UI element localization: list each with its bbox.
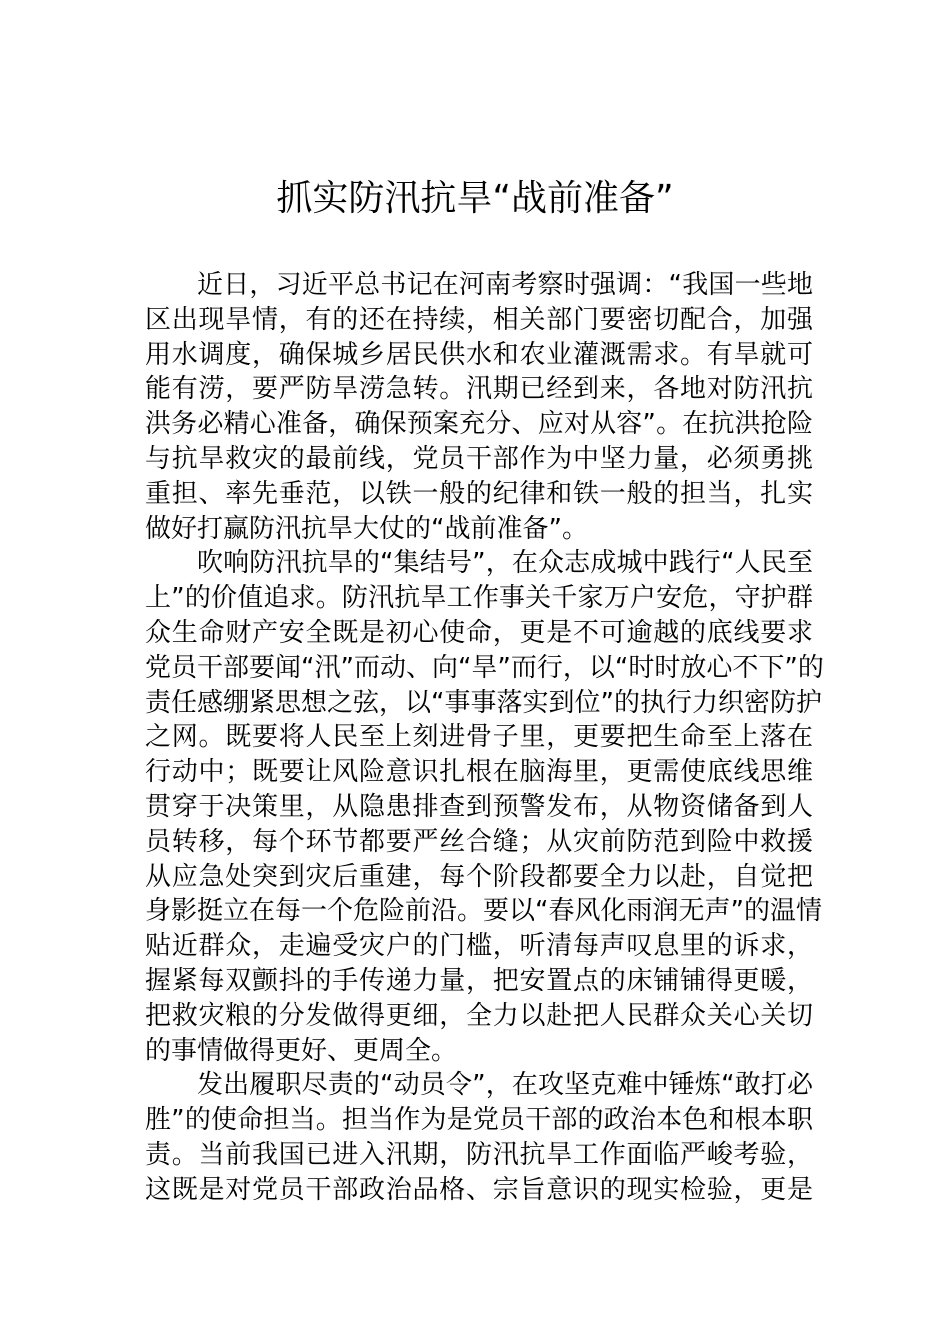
paragraph-2-line-3: 众生命财产安全既是初心使命，更是不可逾越的底线要求 bbox=[145, 617, 813, 648]
paragraph-1-line-6: 与抗旱救灾的最前线，党员干部作为中坚力量，必须勇挑 bbox=[145, 443, 813, 474]
paragraph-1-line-4: 能有涝，要严防旱涝急转。汛期已经到来，各地对防汛抗 bbox=[145, 374, 813, 405]
paragraph-2-line-8: 贯穿于决策里，从隐患排查到预警发布，从物资储备到人 bbox=[145, 791, 813, 822]
paragraph-2-line-11: 身影挺立在每一个危险前沿。要以“春风化雨润无声”的温情 bbox=[145, 896, 822, 927]
paragraph-1-line-2: 区出现旱情，有的还在持续，相关部门要密切配合，加强 bbox=[145, 304, 813, 335]
paragraph-2-line-12: 贴近群众，走遍受灾户的门槛，听清每声叹息里的诉求， bbox=[145, 931, 813, 962]
paragraph-1-line-7: 重担、率先垂范，以铁一般的纪律和铁一般的担当，扎实 bbox=[145, 478, 813, 509]
paragraph-2-line-7: 行动中；既要让风险意识扎根在脑海里，更需使底线思维 bbox=[145, 757, 813, 788]
paragraph-2-line-1: 吹响防汛抗旱的“集结号”，在众志成城中践行“人民至 bbox=[197, 548, 813, 579]
document-body bbox=[145, 268, 824, 1208]
paragraph-3-line-1: 发出履职尽责的“动员令”，在攻坚克难中锤炼“敢打必 bbox=[197, 1070, 813, 1101]
paragraph-2-line-2: 上”的价值追求。防汛抗旱工作事关千家万户安危，守护群 bbox=[145, 583, 813, 614]
paragraph-2-line-6: 之网。既要将人民至上刻进骨子里，更要把生命至上落在 bbox=[145, 722, 813, 753]
paragraph-1-line-5: 洪务必精心准备，确保预案充分、应对从容”。在抗洪抢险 bbox=[145, 409, 813, 440]
paragraph-3-line-2: 胜”的使命担当。担当作为是党员干部的政治本色和根本职 bbox=[145, 1105, 813, 1136]
paragraph-2-line-5: 责任感绷紧思想之弦，以“事事落实到位”的执行力织密防护 bbox=[145, 687, 822, 718]
paragraph-2-line-13: 握紧每双颤抖的手传递力量，把安置点的床铺铺得更暖， bbox=[145, 965, 813, 996]
paragraph-1-line-8: 做好打赢防汛抗旱大仗的“战前准备”。 bbox=[145, 513, 588, 544]
document-title: 抓实防汛抗旱“战前准备” bbox=[276, 178, 674, 219]
paragraph-2-line-15: 的事情做得更好、更周全。 bbox=[145, 1035, 458, 1066]
paragraph-2-line-9: 员转移，每个环节都要严丝合缝；从灾前防范到险中救援 bbox=[145, 826, 813, 857]
paragraph-3-line-3: 责。当前我国已进入汛期，防汛抗旱工作面临严峻考验， bbox=[145, 1139, 813, 1170]
paragraph-2-line-14: 把救灾粮的分发做得更细，全力以赴把人民群众关心关切 bbox=[145, 1000, 813, 1031]
paragraph-3-line-4: 这既是对党员干部政治品格、宗旨意识的现实检验，更是 bbox=[145, 1174, 813, 1205]
paragraph-1-line-1: 近日，习近平总书记在河南考察时强调：“我国一些地 bbox=[197, 270, 813, 300]
paragraph-2-line-10: 从应急处突到灾后重建，每个阶段都要全力以赴，自觉把 bbox=[145, 861, 813, 892]
paragraph-2-line-4: 党员干部要闻“汛”而动、向“旱”而行，以“时时放心不下”的 bbox=[145, 652, 824, 683]
paragraph-1-line-3: 用水调度，确保城乡居民供水和农业灌溉需求。有旱就可 bbox=[145, 339, 813, 370]
